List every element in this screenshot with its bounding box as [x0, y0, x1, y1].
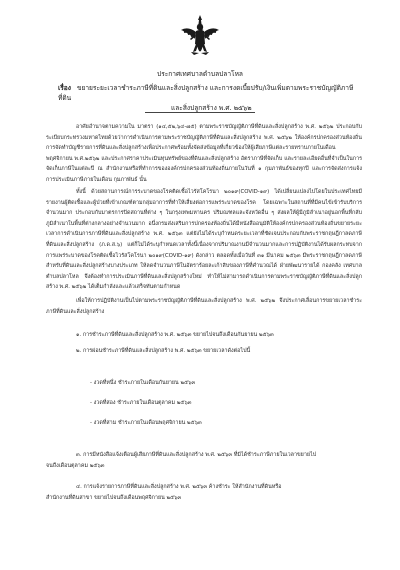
- divider: [145, 112, 255, 113]
- paragraph-announcement-text: เพื่อให้การปฏิบัติงานเป็นไปตามพระราชบัญญัติภาษีที่ดินและสิ่งปลูกสร้าง พ.ศ. ๒๕๖๒ จึงประกาศเลื่อนการขยายเวลาชำระภาษีที่ดินและสิ่งปลูกสร้าง: [46, 298, 362, 315]
- subject-label: เรื่อง: [58, 84, 71, 92]
- list-item-1: ๑. การชำระภาษีที่ดินและสิ่งปลูกสร้าง พ.ศ. ๒๕๖๓ ขยายไปจนถึงเดือนกันยายน ๒๕๖๓: [76, 332, 274, 338]
- announcement-title: ประกาศเทศบาลตำบลปลาโหล: [157, 70, 243, 78]
- list-item-3: ๓. การมีหนังสือแจ้งเตือนผู้เสียภาษีที่ดินและสิ่งปลูกสร้าง พ.ศ. ๒๕๖๓ ที่มิได้ชำระภาษีภายในเวลาขยายไป: [76, 452, 317, 458]
- subject-block: [58, 83, 360, 113]
- paragraph-situation: [46, 187, 362, 293]
- subject-line-2: และสิ่งปลูกสร้าง พ.ศ. ๒๕๖๒: [171, 104, 252, 112]
- list-subitem-installment-1: - งวดที่หนึ่ง ชำระภายในเดือนกันยายน ๒๕๖๓: [90, 380, 196, 386]
- list-item-2: ๒. การผ่อนชำระภาษีที่ดินและสิ่งปลูกสร้าง พ.ศ. ๒๕๖๓ ขยายเวลาดังต่อไปนี้: [76, 348, 251, 354]
- paragraph-authority: [46, 122, 362, 186]
- list-subitem-installment-2: - งวดที่สอง ชำระภายในเดือนตุลาคม ๒๕๖๓: [90, 400, 192, 406]
- paragraph-authority-text: อาศัยอำนาจตามความใน มาตรา (๑๔,๕๒,๖๔-๗๕) ตามพระราชบัญญัติภาษีที่ดินและสิ่งปลูกสร้าง พ.ศ. ๒๕๖๒ ประกอบกับระเบียบกระทรวงมหาดไทยด้วยว่าการดำเนินการตามพระราชบัญญัติภาษีที่ดินและสิ่งปลูกสร้าง พ.ศ. ๒๕๖๒ ให้องค์กรปกครองส่วนท้องถิ่นการจัดทำบัญชีรายการที่ดินและสิ่งปลูกสร้างเพื่อประกาศพร้อมทั้งจัดส่งข้อมูลที่เกี่ยวข้องให้ผู้เสียภาษีแต่ละรายทราบภายในเดือน พฤศจิกายน พ.ศ.๒๕๖๒ และประกาศราคาประเมินทุนทรัพย์ของที่ดินและสิ่งปลูกสร้าง อัตราภาษีที่จัดเก็บ และรายละเอียดอื่นที่จำเป็นในการจัดเก็บภาษีในแต่ละปี ณ สำนักงานหรือที่ทำการขององค์กรปกครองส่วนท้องถิ่นภายในวันที่ ๑ กุมภาพันธ์ของทุกปี และการจัดส่งการแจ้งการประเมินภาษีภายในเดือน กุมภาพันธ์ นั้น: [46, 124, 362, 183]
- list-item-3-continued: จนถึงเดือนตุลาคม ๒๕๖๓: [46, 463, 105, 469]
- list-item-4-continued: สำนักงานที่ดินสาขา ขยายไปจนถึงเดือนพฤศจิกายน ๒๕๖๓: [46, 495, 182, 501]
- garuda-emblem-icon: [180, 14, 220, 58]
- list-subitem-installment-3: - งวดที่สาม ชำระภายในเดือนพฤศจิกายน ๒๕๖๓: [90, 420, 202, 426]
- paragraph-announcement: [46, 296, 362, 317]
- subject-line-1: ขยายระยะเวลาชำระภาษีที่ดินและสิ่งปลูกสร้าง และการงดเบี้ยปรับ/เงินเพิ่มตามพระราชบัญญัติภาษีที่ดิน: [58, 84, 354, 102]
- list-item-4: ๔. การแจ้งรายการภาษีที่ดินและสิ่งปลูกสร้าง พ.ศ. ๒๕๖๓ ค้างชำระ ให้สำนักงานที่ดินหรือ: [76, 484, 282, 490]
- paragraph-situation-text: ทั้งนี้ ด้วยสถานการณ์การระบาดของโรคติดเชื้อไวรัสโคโรนา ๒๐๑๙(COVID-๑๙) ได้เปลี่ยนแปลงไปโดยในประเทศไทยมีรายงานผู้ติดเชื้อและผู้ป่วยที่เข้าเกณฑ์ตามกลุ่มอาการที่ทำให้เสี่ยงต่อการแพร่ระบาดของโรค โดยเฉพาะในสถานที่ที่มีคนไข้เข้ารับบริการจำนวนมาก ประกอบกับมาตรการปิดสถานที่ต่าง ๆ ในกรุงเทพมหานคร ปริมณฑลและจังหวัดอื่น ๆ ส่งผลให้ผู้มีภูมิลำเนาอยู่นอกพื้นที่กลับภูมิลำเนาในพื้นที่ต่างกลางอย่างจำนวนมาก อนึ่งกรมส่งเสริมการปกครองท้องถิ่นได้มีหนังสืออนุมัติให้องค์กรปกครองส่วนท้องถิ่นขยายระยะเวลาการดำเนินการภาษีที่ดินและสิ่งปลูกสร้าง พ.ศ. ๒๕๖๓ แต่ยังไม่ได้ระบุกำหนดระยะเวลาที่ชัดเจนประกอบกับพระราชกฤษฎีกาลดภาษีที่ดินและสิ่งปลูกสร้าง (ภ.ด.ส.๖) แต่ก็ไม่ได้ระบุกำหนดเวลาทั้งนี้เนื่องจากปริมาณงานมีจำนวนมากและการปฏิบัติงานได้รับผลกระทบจากการแพร่ระบาดของโรคติดเชื้อไวรัสโคโรนา ๒๐๑๙(COVID-๑๙) ดังกล่าว ตลอดทั้งเมื่อวันที่ ๓๑ มีนาคม ๒๕๖๓ มีพระราชกฤษฎีกาลดภาษีสำหรับที่ดินและสิ่งปลูกสร้างบางประเภท ให้ลดจำนวนภาษีในอัตราร้อยละเก้าสิบของภาษีที่คำนวณได้ ฝ่ายพัฒนารายได้ กองคลัง เทศบาลตำบลปลาโหล จึงต้องทำการประเมินภาษีที่ดินและสิ่งปลูกสร้างใหม่ ทำให้ไม่สามารถดำเนินการตามพระราชบัญญัติภาษีที่ดินและสิ่งปลูกสร้าง พ.ศ. ๒๕๖๒ ได้เต็มกำลังและแล้วเสร็จทันตามกำหนด: [46, 189, 362, 291]
